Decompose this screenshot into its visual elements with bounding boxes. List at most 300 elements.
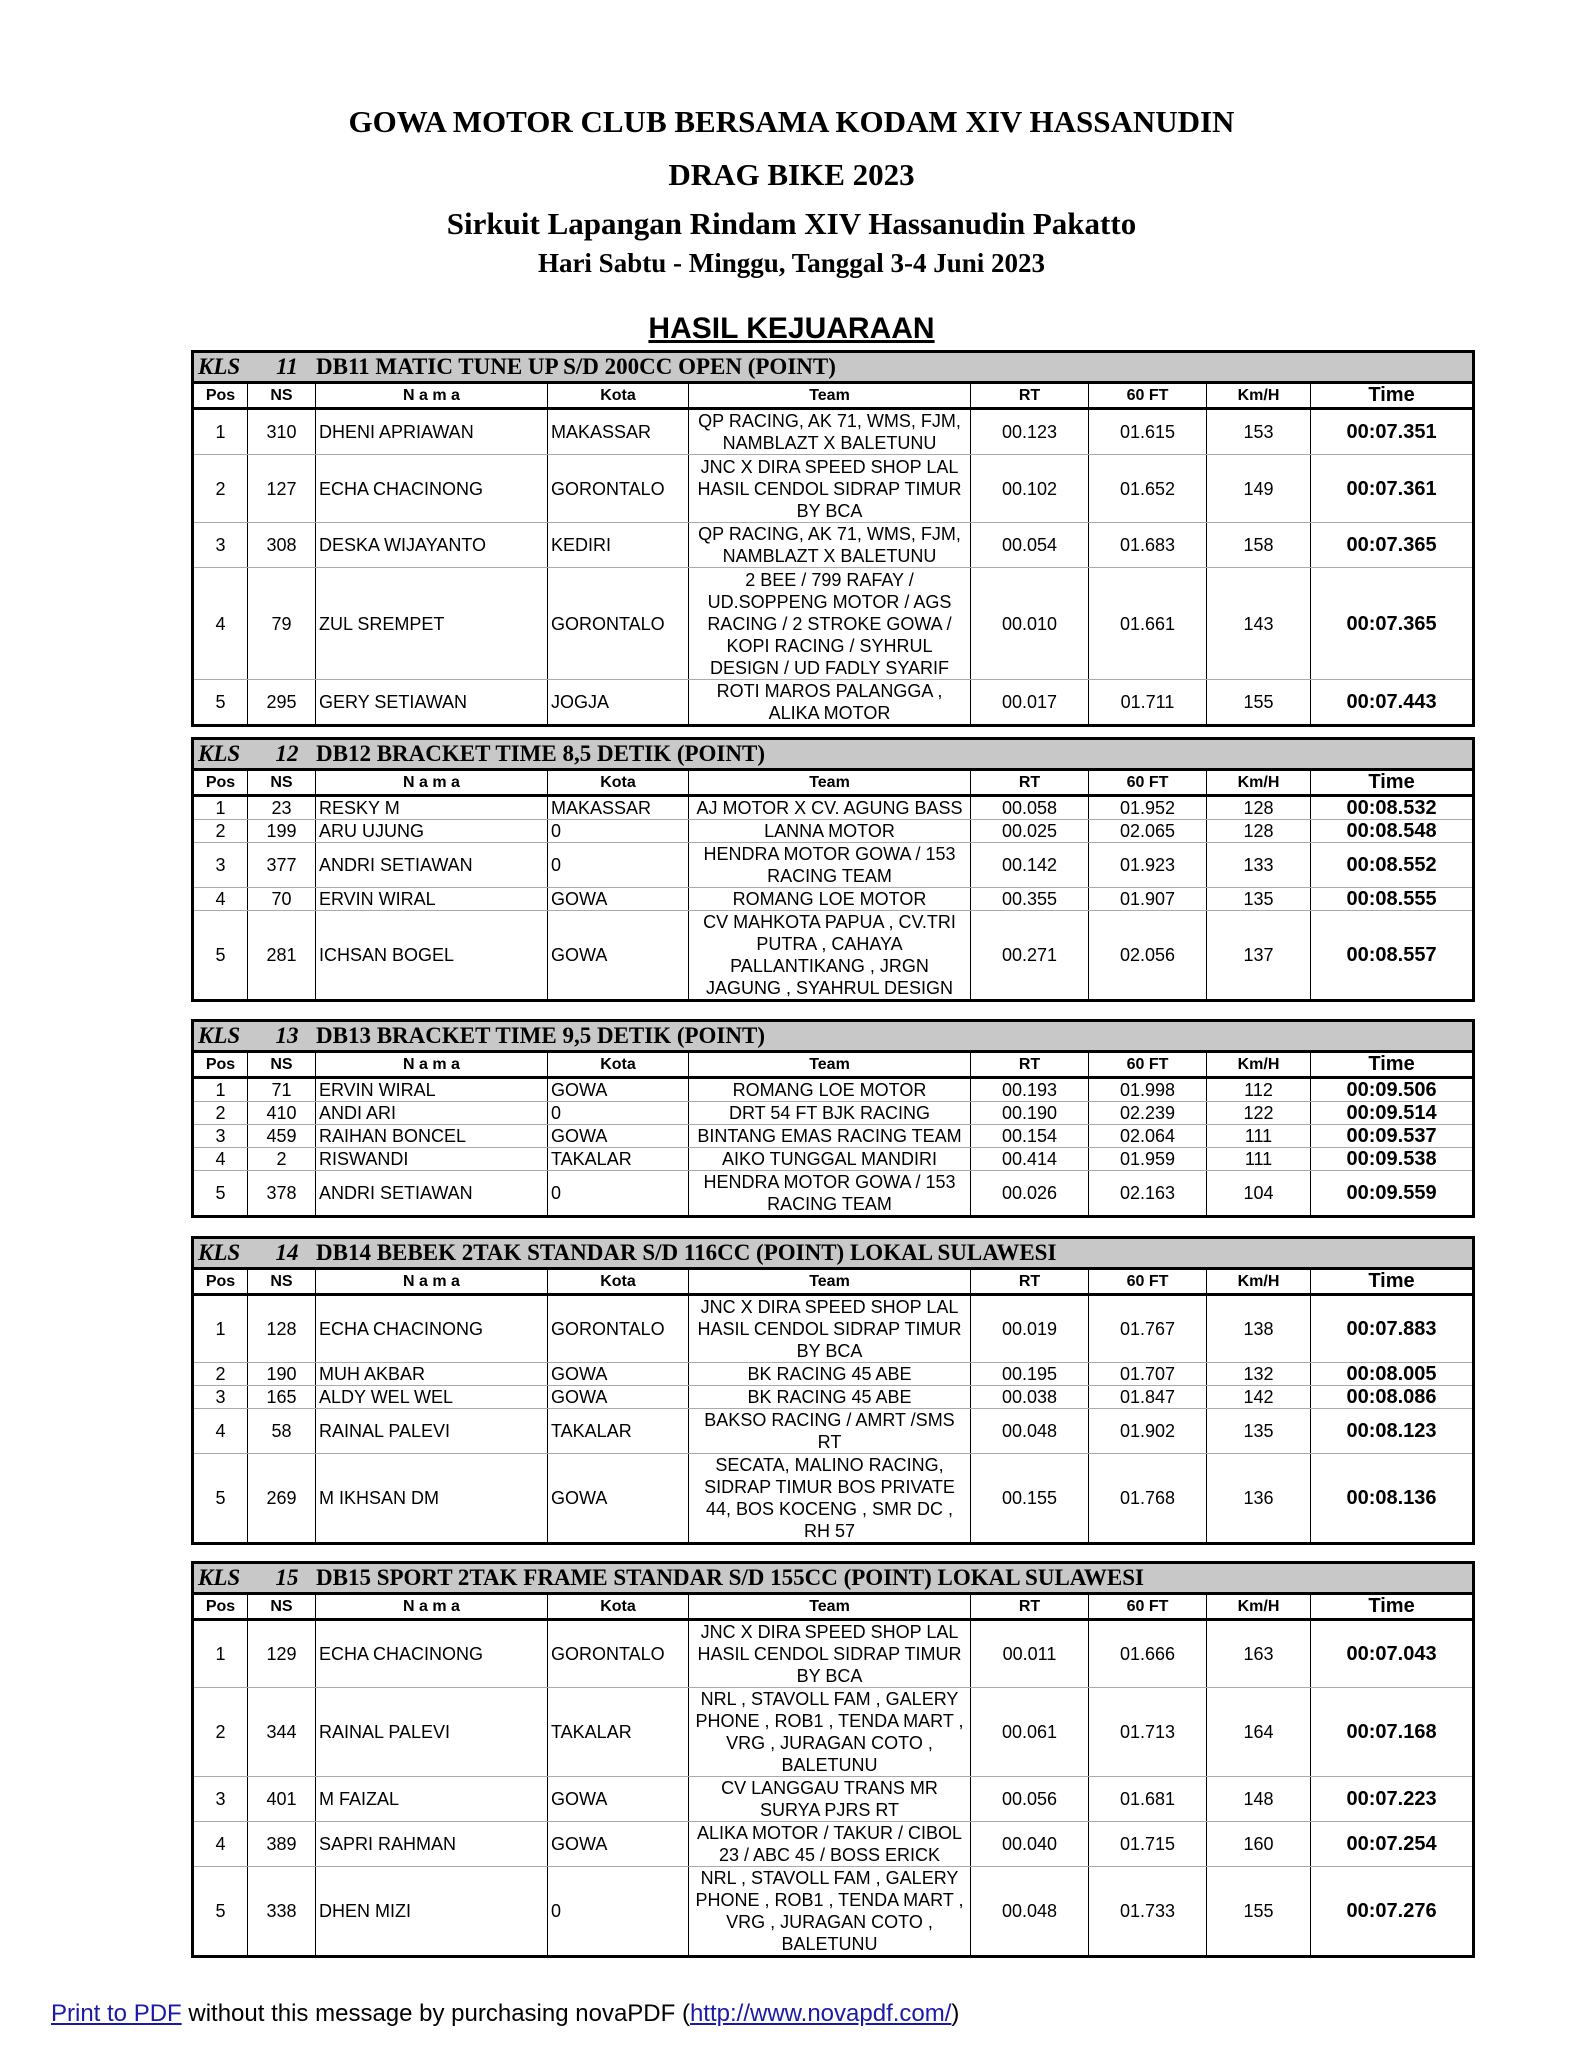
cell-rt: 00.038 [971, 1386, 1089, 1409]
class-label: KLS [198, 1023, 241, 1048]
cell-kota: TAKALAR [548, 1148, 689, 1171]
class-label: KLS [198, 741, 241, 766]
cell-kota: GOWA [548, 911, 689, 1001]
results-table [191, 1561, 1475, 1958]
table-row [193, 1102, 1474, 1125]
cell-team: JNC X DIRA SPEED SHOP LAL HASIL CENDOL SIDRAP TIMUR BY BCA [689, 1295, 971, 1363]
cell-kota: MAKASSAR [548, 796, 689, 820]
cell-ns: 79 [248, 568, 316, 680]
column-header-pos: Pos [193, 1594, 248, 1620]
cell-team: QP RACING, AK 71, WMS, FJM, NAMBLAZT X BALETUNU [689, 409, 971, 455]
class-label: KLS [198, 1240, 241, 1265]
cell-kota: GOWA [548, 1125, 689, 1148]
column-header-ft60: 60 FT [1089, 1269, 1207, 1295]
cell-time: 00:08.555 [1311, 888, 1474, 911]
class-title: DB13 BRACKET TIME 9,5 DETIK (POINT) [316, 1023, 765, 1048]
class-title: DB15 SPORT 2TAK FRAME STANDAR S/D 155CC (POINT) LOKAL SULAWESI [316, 1565, 1144, 1590]
cell-rt: 00.058 [971, 796, 1089, 820]
cell-kota: GOWA [548, 1386, 689, 1409]
print-to-pdf-link[interactable]: Print to PDF [51, 2000, 182, 2027]
cell-pos: 1 [193, 1620, 248, 1688]
table-row [193, 1171, 1474, 1217]
cell-ns: 127 [248, 455, 316, 523]
cell-kota: TAKALAR [548, 1409, 689, 1454]
cell-kmh: 136 [1207, 1454, 1311, 1544]
cell-kota: GORONTALO [548, 1295, 689, 1363]
cell-ft60: 01.713 [1089, 1688, 1207, 1777]
cell-kmh: 138 [1207, 1295, 1311, 1363]
table-row [193, 1148, 1474, 1171]
cell-time: 00:08.136 [1311, 1454, 1474, 1544]
cell-nama: DHENI APRIAWAN [316, 409, 548, 455]
column-header-pos: Pos [193, 1052, 248, 1078]
cell-team: QP RACING, AK 71, WMS, FJM, NAMBLAZT X BALETUNU [689, 523, 971, 568]
class-title: DB12 BRACKET TIME 8,5 DETIK (POINT) [316, 741, 765, 766]
cell-team: NRL , STAVOLL FAM , GALERY PHONE , ROB1 , TENDA MART , VRG , JURAGAN COTO , BALETUNU [689, 1867, 971, 1957]
cell-nama: ANDI ARI [316, 1102, 548, 1125]
results-table [191, 1019, 1475, 1218]
cell-nama: DHEN MIZI [316, 1867, 548, 1957]
cell-nama: M IKHSAN DM [316, 1454, 548, 1544]
cell-ns: 129 [248, 1620, 316, 1688]
cell-rt: 00.010 [971, 568, 1089, 680]
cell-kmh: 164 [1207, 1688, 1311, 1777]
cell-ns: 58 [248, 1409, 316, 1454]
cell-ns: 344 [248, 1688, 316, 1777]
table-row [193, 409, 1474, 455]
class-section [191, 350, 1472, 727]
column-header-kmh: Km/H [1207, 1269, 1311, 1295]
cell-team: CV MAHKOTA PAPUA , CV.TRI PUTRA , CAHAYA PALLANTIKANG , JRGN JAGUNG , SYAHRUL DESIGN [689, 911, 971, 1001]
cell-kota: GOWA [548, 1078, 689, 1102]
column-header-ns: NS [248, 1269, 316, 1295]
cell-time: 00:07.361 [1311, 455, 1474, 523]
cell-team: JNC X DIRA SPEED SHOP LAL HASIL CENDOL SIDRAP TIMUR BY BCA [689, 455, 971, 523]
event-subtitle: DRAG BIKE 2023 [668, 157, 915, 192]
cell-time: 00:07.223 [1311, 1777, 1474, 1822]
class-number: 13 [275, 1023, 299, 1048]
cell-team: BK RACING 45 ABE [689, 1363, 971, 1386]
cell-time: 00:09.538 [1311, 1148, 1474, 1171]
footer-message [51, 2000, 959, 2028]
cell-rt: 00.355 [971, 888, 1089, 911]
cell-rt: 00.142 [971, 843, 1089, 888]
cell-pos: 4 [193, 1822, 248, 1867]
cell-kmh: 137 [1207, 911, 1311, 1001]
column-header-time: Time [1311, 1594, 1474, 1620]
cell-time: 00:07.276 [1311, 1867, 1474, 1957]
cell-pos: 1 [193, 409, 248, 455]
cell-kmh: 104 [1207, 1171, 1311, 1217]
cell-time: 00:09.559 [1311, 1171, 1474, 1217]
cell-ft60: 01.959 [1089, 1148, 1207, 1171]
cell-rt: 00.195 [971, 1363, 1089, 1386]
table-row [193, 1867, 1474, 1957]
cell-ft60: 01.847 [1089, 1386, 1207, 1409]
cell-ft60: 02.065 [1089, 820, 1207, 843]
class-section [191, 737, 1472, 1002]
event-title: GOWA MOTOR CLUB BERSAMA KODAM XIV HASSANUDIN [348, 104, 1235, 139]
cell-time: 00:08.557 [1311, 911, 1474, 1001]
column-header-ft60: 60 FT [1089, 1594, 1207, 1620]
cell-kmh: 135 [1207, 888, 1311, 911]
cell-pos: 2 [193, 1363, 248, 1386]
cell-time: 00:07.043 [1311, 1620, 1474, 1688]
column-header-rt: RT [971, 1052, 1089, 1078]
cell-time: 00:08.532 [1311, 796, 1474, 820]
cell-nama: DESKA WIJAYANTO [316, 523, 548, 568]
cell-time: 00:07.254 [1311, 1822, 1474, 1867]
cell-ft60: 01.666 [1089, 1620, 1207, 1688]
cell-ft60: 01.707 [1089, 1363, 1207, 1386]
class-section [191, 1019, 1472, 1218]
table-row [193, 1078, 1474, 1102]
cell-ft60: 01.711 [1089, 680, 1207, 726]
cell-kota: GORONTALO [548, 455, 689, 523]
cell-team: DRT 54 FT BJK RACING [689, 1102, 971, 1125]
cell-team: CV LANGGAU TRANS MR SURYA PJRS RT [689, 1777, 971, 1822]
cell-pos: 3 [193, 523, 248, 568]
cell-rt: 00.054 [971, 523, 1089, 568]
table-row [193, 1125, 1474, 1148]
cell-ns: 71 [248, 1078, 316, 1102]
result-title: HASIL KEJUARAAN [648, 312, 935, 345]
table-row [193, 568, 1474, 680]
class-section [191, 1561, 1472, 1958]
column-header-rt: RT [971, 1269, 1089, 1295]
column-header-ft60: 60 FT [1089, 770, 1207, 796]
cell-rt: 00.048 [971, 1867, 1089, 1957]
cell-nama: ECHA CHACINONG [316, 1620, 548, 1688]
cell-kota: MAKASSAR [548, 409, 689, 455]
cell-time: 00:09.537 [1311, 1125, 1474, 1148]
cell-kota: GOWA [548, 1363, 689, 1386]
table-row [193, 1777, 1474, 1822]
cell-time: 00:08.552 [1311, 843, 1474, 888]
cell-rt: 00.019 [971, 1295, 1089, 1363]
table-row [193, 680, 1474, 726]
cell-ns: 2 [248, 1148, 316, 1171]
table-row [193, 843, 1474, 888]
cell-time: 00:07.168 [1311, 1688, 1474, 1777]
novapdf-link[interactable]: http://www.novapdf.com/ [689, 2000, 952, 2027]
column-header-ns: NS [248, 770, 316, 796]
cell-ns: 378 [248, 1171, 316, 1217]
results-table [191, 350, 1475, 727]
cell-time: 00:09.506 [1311, 1078, 1474, 1102]
cell-kota: GOWA [548, 1777, 689, 1822]
cell-nama: RAINAL PALEVI [316, 1688, 548, 1777]
cell-ns: 401 [248, 1777, 316, 1822]
column-header-kota: Kota [548, 1594, 689, 1620]
cell-pos: 3 [193, 1777, 248, 1822]
cell-time: 00:08.548 [1311, 820, 1474, 843]
cell-ft60: 02.239 [1089, 1102, 1207, 1125]
cell-pos: 4 [193, 568, 248, 680]
cell-ns: 23 [248, 796, 316, 820]
cell-kota: KEDIRI [548, 523, 689, 568]
cell-ft60: 01.768 [1089, 1454, 1207, 1544]
class-number: 12 [275, 741, 299, 766]
cell-kmh: 153 [1207, 409, 1311, 455]
cell-ft60: 01.615 [1089, 409, 1207, 455]
cell-team: LANNA MOTOR [689, 820, 971, 843]
cell-ns: 281 [248, 911, 316, 1001]
class-header [193, 352, 1474, 383]
cell-rt: 00.271 [971, 911, 1089, 1001]
cell-rt: 00.026 [971, 1171, 1089, 1217]
cell-kmh: 128 [1207, 796, 1311, 820]
column-header-team: Team [689, 1052, 971, 1078]
cell-kota: 0 [548, 843, 689, 888]
column-header-team: Team [689, 1594, 971, 1620]
table-row [193, 820, 1474, 843]
cell-pos: 2 [193, 1102, 248, 1125]
cell-ft60: 01.715 [1089, 1822, 1207, 1867]
column-header-rt: RT [971, 383, 1089, 409]
cell-pos: 5 [193, 1171, 248, 1217]
table-row [193, 455, 1474, 523]
class-number: 11 [276, 354, 298, 379]
cell-nama: ANDRI SETIAWAN [316, 843, 548, 888]
table-row [193, 1822, 1474, 1867]
cell-ns: 128 [248, 1295, 316, 1363]
cell-kmh: 143 [1207, 568, 1311, 680]
cell-pos: 4 [193, 1409, 248, 1454]
cell-kmh: 158 [1207, 523, 1311, 568]
footer-close-paren: ) [951, 2000, 960, 2027]
cell-kota: 0 [548, 1867, 689, 1957]
column-header-kmh: Km/H [1207, 1052, 1311, 1078]
column-header-kota: Kota [548, 1269, 689, 1295]
cell-ns: 410 [248, 1102, 316, 1125]
cell-ns: 459 [248, 1125, 316, 1148]
class-title: DB11 MATIC TUNE UP S/D 200CC OPEN (POINT) [316, 354, 836, 379]
cell-ns: 338 [248, 1867, 316, 1957]
cell-team: HENDRA MOTOR GOWA / 153 RACING TEAM [689, 1171, 971, 1217]
cell-team: AJ MOTOR X CV. AGUNG BASS [689, 796, 971, 820]
footer-text: without this message by purchasing novaPDF ( [181, 2000, 690, 2027]
cell-pos: 2 [193, 820, 248, 843]
column-header-time: Time [1311, 770, 1474, 796]
cell-pos: 3 [193, 1125, 248, 1148]
column-header-kota: Kota [548, 1052, 689, 1078]
cell-nama: ZUL SREMPET [316, 568, 548, 680]
cell-ns: 377 [248, 843, 316, 888]
cell-pos: 5 [193, 680, 248, 726]
cell-rt: 00.056 [971, 1777, 1089, 1822]
cell-kmh: 148 [1207, 1777, 1311, 1822]
class-header [193, 739, 1474, 770]
cell-ns: 70 [248, 888, 316, 911]
cell-ft60: 01.661 [1089, 568, 1207, 680]
cell-ns: 389 [248, 1822, 316, 1867]
table-row [193, 1620, 1474, 1688]
cell-time: 00:08.123 [1311, 1409, 1474, 1454]
column-header-time: Time [1311, 1269, 1474, 1295]
cell-team: SECATA, MALINO RACING, SIDRAP TIMUR BOS PRIVATE 44, BOS KOCENG , SMR DC , RH 57 [689, 1454, 971, 1544]
results-table [191, 737, 1475, 1002]
column-header-kmh: Km/H [1207, 770, 1311, 796]
column-header-kmh: Km/H [1207, 1594, 1311, 1620]
cell-nama: ICHSAN BOGEL [316, 911, 548, 1001]
cell-rt: 00.048 [971, 1409, 1089, 1454]
cell-kmh: 122 [1207, 1102, 1311, 1125]
column-header-nama: N a m a [316, 770, 548, 796]
cell-nama: ANDRI SETIAWAN [316, 1171, 548, 1217]
column-header-ft60: 60 FT [1089, 1052, 1207, 1078]
cell-team: BK RACING 45 ABE [689, 1386, 971, 1409]
cell-kmh: 155 [1207, 680, 1311, 726]
column-header-nama: N a m a [316, 1594, 548, 1620]
column-header-team: Team [689, 1269, 971, 1295]
cell-rt: 00.154 [971, 1125, 1089, 1148]
cell-kmh: 160 [1207, 1822, 1311, 1867]
cell-team: AIKO TUNGGAL MANDIRI [689, 1148, 971, 1171]
cell-kmh: 128 [1207, 820, 1311, 843]
cell-kmh: 132 [1207, 1363, 1311, 1386]
cell-team: BINTANG EMAS RACING TEAM [689, 1125, 971, 1148]
column-header-nama: N a m a [316, 1269, 548, 1295]
cell-time: 00:08.086 [1311, 1386, 1474, 1409]
cell-nama: RAINAL PALEVI [316, 1409, 548, 1454]
cell-ft60: 02.056 [1089, 911, 1207, 1001]
cell-nama: ECHA CHACINONG [316, 1295, 548, 1363]
cell-kmh: 111 [1207, 1125, 1311, 1148]
cell-ft60: 01.902 [1089, 1409, 1207, 1454]
cell-ft60: 02.163 [1089, 1171, 1207, 1217]
cell-rt: 00.155 [971, 1454, 1089, 1544]
cell-kota: GOWA [548, 888, 689, 911]
class-title: DB14 BEBEK 2TAK STANDAR S/D 116CC (POINT) LOKAL SULAWESI [316, 1240, 1057, 1265]
cell-rt: 00.040 [971, 1822, 1089, 1867]
event-date: Hari Sabtu - Minggu, Tanggal 3-4 Juni 2023 [537, 248, 1046, 278]
class-header [193, 1238, 1474, 1269]
column-header-ns: NS [248, 1052, 316, 1078]
cell-time: 00:07.365 [1311, 523, 1474, 568]
cell-team: ALIKA MOTOR / TAKUR / CIBOL 23 / ABC 45 / BOSS ERICK [689, 1822, 971, 1867]
cell-kota: 0 [548, 1171, 689, 1217]
cell-ft60: 02.064 [1089, 1125, 1207, 1148]
cell-ns: 310 [248, 409, 316, 455]
class-header [193, 1563, 1474, 1594]
cell-kmh: 112 [1207, 1078, 1311, 1102]
cell-team: ROMANG LOE MOTOR [689, 1078, 971, 1102]
cell-pos: 2 [193, 1688, 248, 1777]
cell-nama: ERVIN WIRAL [316, 888, 548, 911]
cell-rt: 00.011 [971, 1620, 1089, 1688]
cell-nama: SAPRI RAHMAN [316, 1822, 548, 1867]
table-row [193, 1454, 1474, 1544]
cell-ns: 190 [248, 1363, 316, 1386]
cell-kmh: 155 [1207, 1867, 1311, 1957]
cell-kota: GORONTALO [548, 1620, 689, 1688]
class-section [191, 1236, 1472, 1545]
cell-pos: 5 [193, 911, 248, 1001]
cell-rt: 00.025 [971, 820, 1089, 843]
cell-nama: ERVIN WIRAL [316, 1078, 548, 1102]
column-header-pos: Pos [193, 383, 248, 409]
cell-pos: 1 [193, 1295, 248, 1363]
cell-pos: 4 [193, 888, 248, 911]
cell-kota: GOWA [548, 1454, 689, 1544]
cell-pos: 5 [193, 1867, 248, 1957]
column-header-nama: N a m a [316, 383, 548, 409]
cell-rt: 00.190 [971, 1102, 1089, 1125]
table-row [193, 888, 1474, 911]
cell-pos: 3 [193, 843, 248, 888]
cell-rt: 00.017 [971, 680, 1089, 726]
cell-kota: GOWA [548, 1822, 689, 1867]
column-header-kmh: Km/H [1207, 383, 1311, 409]
cell-rt: 00.193 [971, 1078, 1089, 1102]
cell-nama: GERY SETIAWAN [316, 680, 548, 726]
class-header [193, 1021, 1474, 1052]
cell-team: NRL , STAVOLL FAM , GALERY PHONE , ROB1 , TENDA MART , VRG , JURAGAN COTO , BALETUNU [689, 1688, 971, 1777]
cell-time: 00:09.514 [1311, 1102, 1474, 1125]
class-label: KLS [198, 354, 241, 379]
cell-ft60: 01.681 [1089, 1777, 1207, 1822]
class-label: KLS [198, 1565, 241, 1590]
cell-nama: M FAIZAL [316, 1777, 548, 1822]
cell-kmh: 163 [1207, 1620, 1311, 1688]
cell-ns: 269 [248, 1454, 316, 1544]
cell-kmh: 142 [1207, 1386, 1311, 1409]
cell-ft60: 01.767 [1089, 1295, 1207, 1363]
cell-team: ROTI MAROS PALANGGA , ALIKA MOTOR [689, 680, 971, 726]
cell-team: 2 BEE / 799 RAFAY / UD.SOPPENG MOTOR / AGS RACING / 2 STROKE GOWA / KOPI RACING / SYHRUL DESIGN / UD FADLY SYARIF [689, 568, 971, 680]
column-header-kota: Kota [548, 383, 689, 409]
cell-ft60: 01.998 [1089, 1078, 1207, 1102]
column-header-ns: NS [248, 1594, 316, 1620]
cell-rt: 00.061 [971, 1688, 1089, 1777]
cell-kota: GORONTALO [548, 568, 689, 680]
table-row [193, 1295, 1474, 1363]
column-header-time: Time [1311, 383, 1474, 409]
cell-ns: 295 [248, 680, 316, 726]
cell-team: ROMANG LOE MOTOR [689, 888, 971, 911]
cell-time: 00:07.443 [1311, 680, 1474, 726]
table-row [193, 1363, 1474, 1386]
class-number: 15 [275, 1565, 299, 1590]
column-header-ns: NS [248, 383, 316, 409]
cell-ft60: 01.923 [1089, 843, 1207, 888]
cell-rt: 00.123 [971, 409, 1089, 455]
cell-time: 00:07.365 [1311, 568, 1474, 680]
cell-time: 00:08.005 [1311, 1363, 1474, 1386]
column-header-team: Team [689, 770, 971, 796]
column-header-time: Time [1311, 1052, 1474, 1078]
table-row [193, 796, 1474, 820]
table-row [193, 1386, 1474, 1409]
column-header-rt: RT [971, 770, 1089, 796]
cell-team: BAKSO RACING / AMRT /SMS RT [689, 1409, 971, 1454]
column-header-team: Team [689, 383, 971, 409]
cell-nama: ARU UJUNG [316, 820, 548, 843]
table-row [193, 1688, 1474, 1777]
cell-time: 00:07.883 [1311, 1295, 1474, 1363]
cell-pos: 4 [193, 1148, 248, 1171]
cell-nama: RISWANDI [316, 1148, 548, 1171]
cell-pos: 3 [193, 1386, 248, 1409]
table-row [193, 523, 1474, 568]
cell-kota: 0 [548, 1102, 689, 1125]
cell-time: 00:07.351 [1311, 409, 1474, 455]
cell-pos: 1 [193, 1078, 248, 1102]
cell-ns: 308 [248, 523, 316, 568]
cell-kmh: 135 [1207, 1409, 1311, 1454]
cell-ft60: 01.907 [1089, 888, 1207, 911]
